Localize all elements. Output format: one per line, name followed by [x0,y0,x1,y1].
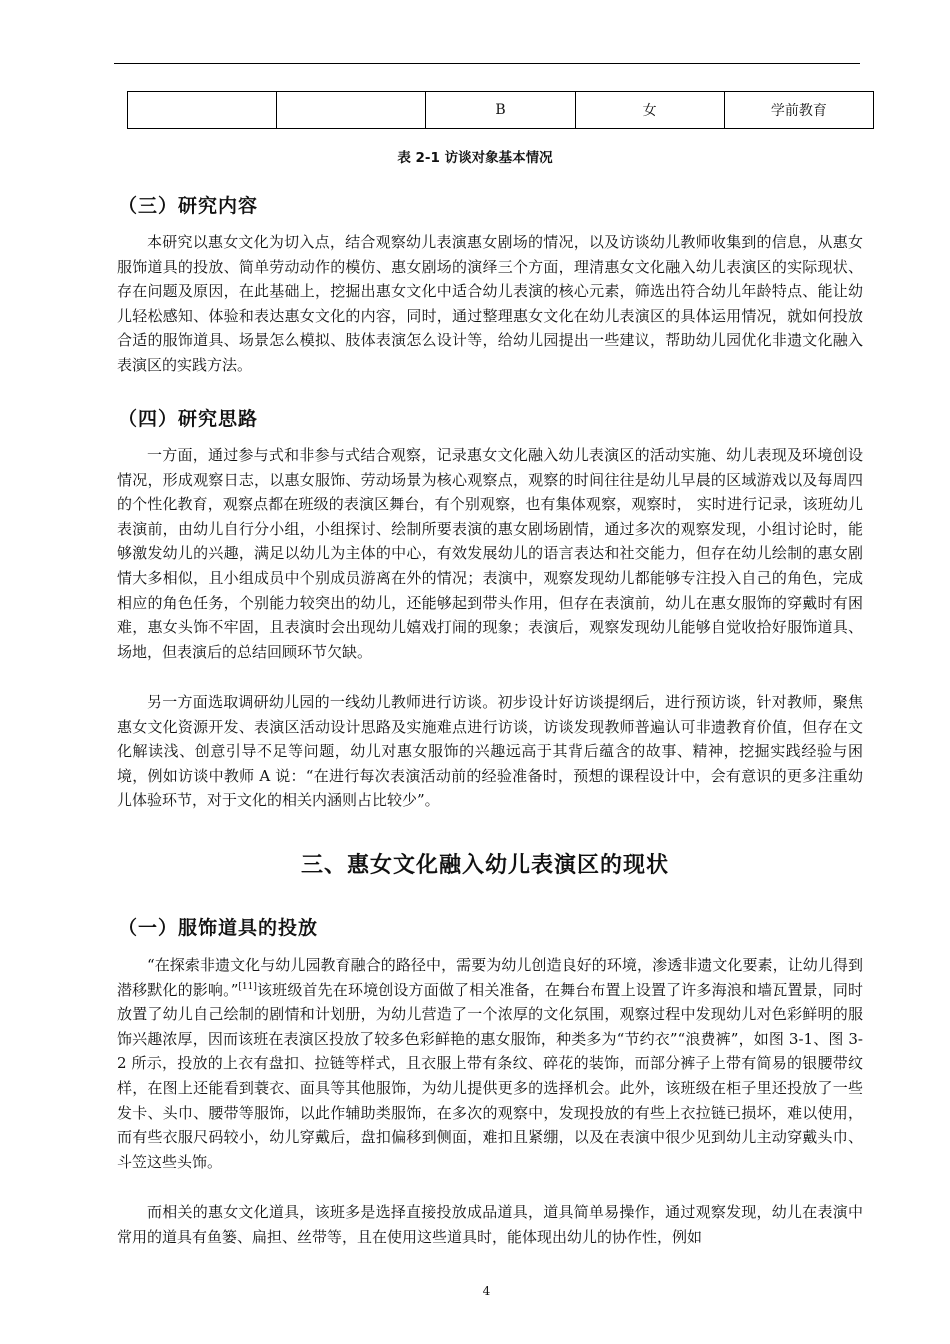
page-number: 4 [482,1284,491,1298]
table-cell: B [426,92,575,129]
table-cell: 女 [575,92,724,129]
interviewee-table [127,91,874,129]
section-heading-costume-props: （一）服饰道具的投放 [118,917,319,939]
paragraph-props: 而相关的惠女文化道具，该班多是选择直接投放成品道具，道具简单易操作，通过观察发现，幼儿在表演中常用的道具有鱼篓、扁担、丝带等，且在使用这些道具时，能体现出幼儿的协作性，例如 [117,1203,863,1246]
paragraph-observation: 一方面，通过参与式和非参与式结合观察，记录惠女文化融入幼儿表演区的活动实施、幼儿表现及环境创设情况，形成观察日志，以惠女服饰、劳动场景为核心观察点，观察的时间往往是幼儿早晨的区域游戏以及每周四的个性化教育，观察点都在班级的表演区舞台，有个别观察，也有集体观察，观察时， 实时进行记录，该班幼儿表演前，由幼儿自行分小组，小组探讨、绘制所要表演的惠女剧场剧情，通过多次的观察发现，小组讨论时，能够激发幼儿的兴趣，满足以幼儿为主体的中心，有效发展幼儿的语言表达和社交能力，但存在幼儿绘制的惠女剧情大多相似，且小组成员中个别成员游离在外的情况；表演中，观察发现幼儿都能够专注投入自己的角色，完成相应的角色任务，个别能力较突出的幼儿，还能够起到带头作用，但存在表演前，幼儿在惠女服饰的穿戴时有困难，惠女头饰不牢固，且表演时会出现幼儿嬉戏打闹的现象；表演后，观察发现幼儿能够自觉收拾好服饰道具、场地，但表演后的总结回顾环节欠缺。 [117,446,863,661]
table-row [128,92,874,129]
section-heading-research-content: （三）研究内容 [118,195,259,217]
paragraph-research-content: 本研究以惠女文化为切入点，结合观察幼儿表演惠女剧场的情况，以及访谈幼儿教师收集到的信息，从惠女服饰道具的投放、简单劳动动作的模仿、惠女剧场的演绎三个方面，理清惠女文化融入幼儿表演区的实际现状、存在问题及原因，在此基础上，挖掘出惠女文化中适合幼儿表演的核心元素，筛选出符合幼儿年龄特点、能让幼儿轻松感知、体验和表达惠女文化的内容，同时，通过整理惠女文化在幼儿表演区的具体运用情况，就如何投放合适的服饰道具、场景怎么模拟、肢体表演怎么设计等，给幼儿园提出一些建议，帮助幼儿园优化非遗文化融入表演区的实践方法。 [117,233,863,374]
body-text: 该班级首先在环境创设方面做了相关准备，在舞台布置上设置了许多海浪和墙瓦置景，同时放置了幼儿自己绘制的剧情和计划册，为幼儿营造了一个浓厚的文化氛围，观察过程中发现幼儿对色彩鲜明的服饰兴趣浓厚，因而该班在表演区投放了较多色彩鲜艳的惠女服饰，种类多为“节约衣”“浪费裤”，如图 3-1、图 3-2 所示，投放的上衣有盘扣、拉链等样式，且衣服上带有条纹、碎花的装饰，而部分裤子上带有简易的银腰带纹样，在图上还能看到蓑衣、面具等其他服饰，为幼儿提供更多的选择机会。此外，该班级在柜子里还投放了一些发卡、头巾、腰带等服饰，以此作辅助类服饰，在多次的观察中，发现投放的有些上衣拉链已损坏，难以使用，而有些衣服尺码较小，幼儿穿戴后，盘扣偏移到侧面，难扣且紧绷，以及在表演中很少见到幼儿主动穿戴头巾、斗笠这些头饰。 [117,980,863,1171]
table-cell [277,92,426,129]
paragraph-interview: 另一方面选取调研幼儿园的一线幼儿教师进行访谈。初步设计好访谈提纲后，进行预访谈，针对教师，聚焦惠女文化资源开发、表演区活动设计思路及实施难点进行访谈，访谈发现教师普遍认可非遗教育价值，但存在文化解读浅、创意引导不足等问题，幼儿对惠女服饰的兴趣远高于其背后蕴含的故事、精神，挖掘实践经验与困境，例如访谈中教师 A 说：“在进行每次表演活动前的经验准备时，预想的课程设计中，会有意识的更多注重幼儿体验环节，对于文化的相关内涵则占比较少”。 [117,693,863,810]
table-caption: 表 2-1 访谈对象基本情况 [397,150,553,166]
quote-text: “在探索非遗文化与幼儿园教育融合的路径中，需要为幼儿创造良好的环境，渗透非遗文化要素，让幼儿得到潜移默化的影响。” [117,956,863,999]
paragraph-costume [117,953,863,1174]
table-cell: 学前教育 [724,92,873,129]
citation-marker: [11] [238,981,257,992]
table-cell [128,92,277,129]
header-rule [114,63,860,64]
section-heading-research-approach: （四）研究思路 [118,408,259,430]
chapter-heading: 三、惠女文化融入幼儿表演区的现状 [300,853,669,878]
